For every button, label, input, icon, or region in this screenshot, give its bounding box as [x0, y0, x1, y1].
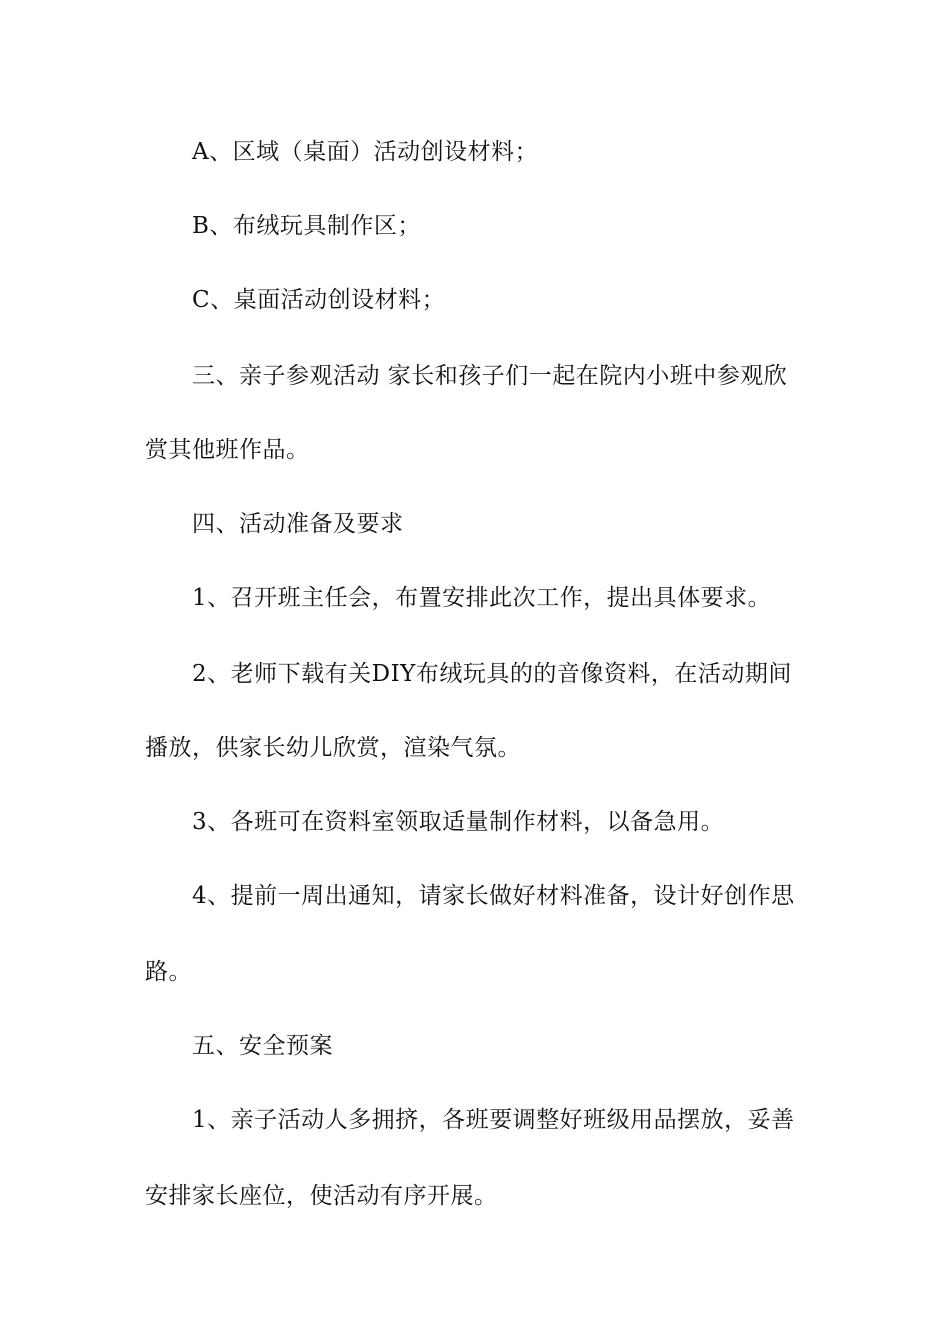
line-section-five-heading: 五、安全预案 [192, 1033, 333, 1059]
line-a-materials: A、区域（桌面）活动创设材料； [192, 139, 539, 165]
line-item-2-cont: 播放，供家长幼儿欣赏，渲染气氛。 [145, 735, 521, 761]
line-safety-item-1-cont: 安排家长座位，使活动有序开展。 [145, 1183, 498, 1209]
line-safety-item-1: 1、亲子活动人多拥挤，各班要调整好班级用品摆放，妥善 [192, 1107, 795, 1133]
line-section-four-heading: 四、活动准备及要求 [192, 511, 404, 537]
line-item-4: 4、提前一周出通知，请家长做好材料准备，设计好创作思 [192, 883, 795, 909]
line-b-plush-area: B、布绒玩具制作区； [192, 213, 421, 239]
line-item-1: 1、召开班主任会，布置安排此次工作，提出具体要求。 [192, 585, 772, 611]
line-item-4-cont: 路。 [145, 959, 192, 985]
line-section-three-cont: 赏其他班作品。 [145, 437, 310, 463]
line-item-3: 3、各班可在资料室领取适量制作材料，以备急用。 [192, 809, 725, 835]
line-c-desktop-materials: C、桌面活动创设材料； [192, 287, 446, 313]
line-item-2: 2、老师下载有关DIY布绒玩具的的音像资料，在活动期间 [192, 661, 792, 687]
line-section-three: 三、亲子参观活动 家长和孩子们一起在院内小班中参观欣 [192, 363, 788, 389]
